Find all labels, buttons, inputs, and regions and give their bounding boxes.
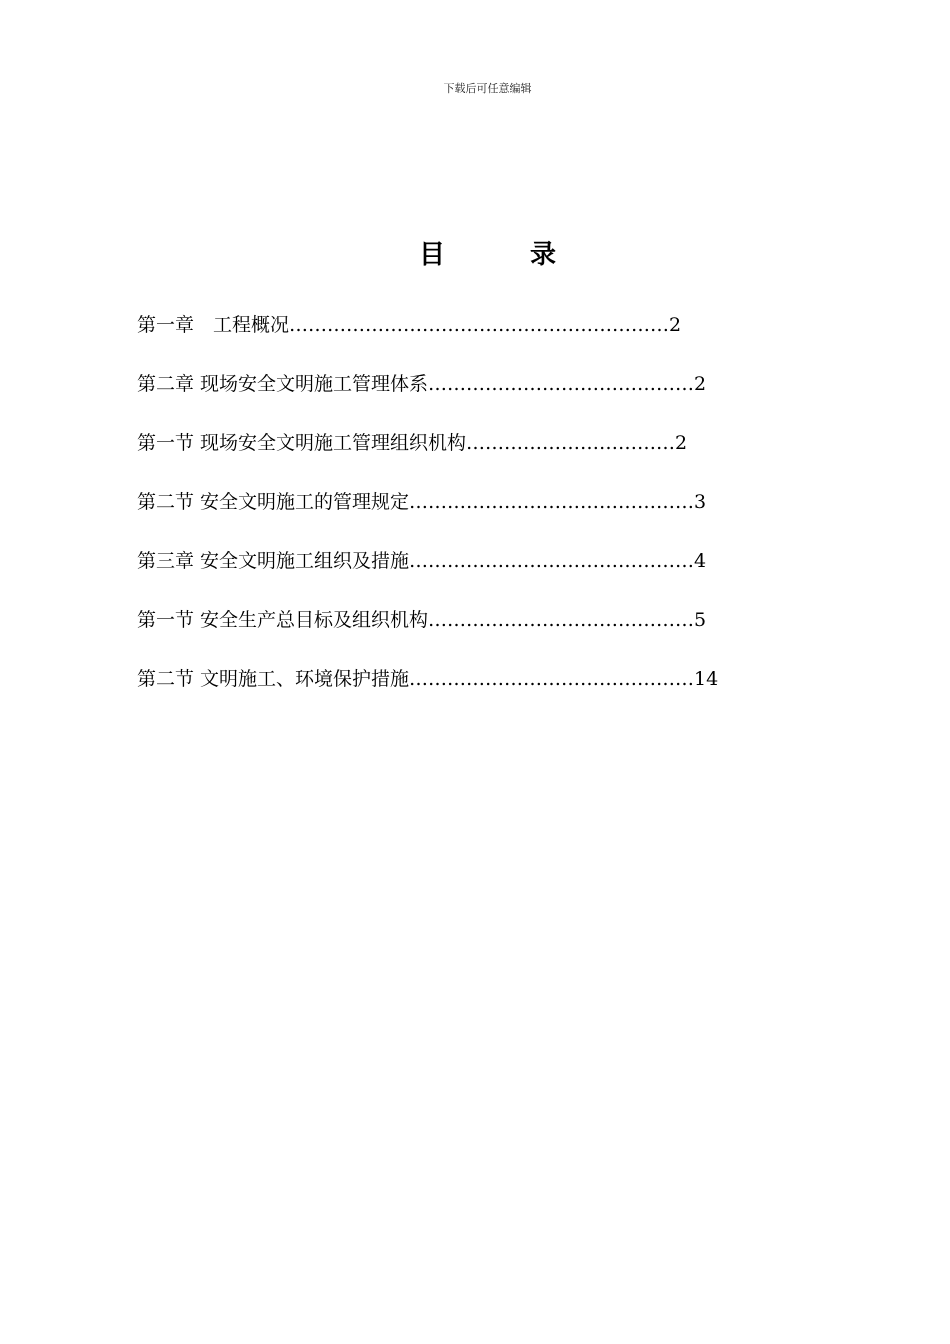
- toc-item-text: 第一节 安全生产总目标及组织机构: [137, 609, 429, 631]
- toc-item-leader: ………………………………………: [409, 668, 695, 690]
- toc-item-text: 第二节 文明施工、环境保护措施: [137, 668, 410, 690]
- toc-item[interactable]: [137, 308, 777, 367]
- toc-item[interactable]: [137, 426, 777, 485]
- toc-item-text: 第二章 现场安全文明施工管理体系: [137, 373, 429, 395]
- toc-item[interactable]: [137, 603, 777, 662]
- toc-item-text: 第二节 安全文明施工的管理规定: [137, 491, 410, 513]
- toc-item-leader: ……………………………: [466, 432, 676, 454]
- toc-item-page: 14: [694, 668, 719, 690]
- toc-item-page: 2: [694, 373, 707, 395]
- header-note: 下载后可任意编辑: [443, 82, 532, 95]
- toc-item-page: 5: [694, 609, 707, 631]
- toc-item-leader: ……………………………………: [428, 373, 695, 395]
- toc-item-page: 4: [694, 550, 707, 572]
- toc-item-text: 第一节 现场安全文明施工管理组织机构: [137, 432, 467, 454]
- toc-title: 目 录: [418, 240, 595, 270]
- toc-item-text: 第一章 工程概况: [137, 314, 290, 336]
- toc-item[interactable]: [137, 544, 777, 603]
- toc-item-leader: ……………………………………: [428, 609, 695, 631]
- toc-item-page: 3: [694, 491, 707, 513]
- toc-item-page: 2: [669, 314, 682, 336]
- toc-item[interactable]: [137, 662, 777, 721]
- toc-item-page: 2: [675, 432, 688, 454]
- toc-item[interactable]: [137, 367, 777, 426]
- toc-item-leader: ……………………………………………………: [289, 314, 670, 336]
- toc-item-text: 第三章 安全文明施工组织及措施: [137, 550, 410, 572]
- toc-item[interactable]: [137, 485, 777, 544]
- toc-item-leader: ………………………………………: [409, 550, 695, 572]
- toc-list: [137, 308, 777, 721]
- toc-item-leader: ………………………………………: [409, 491, 695, 513]
